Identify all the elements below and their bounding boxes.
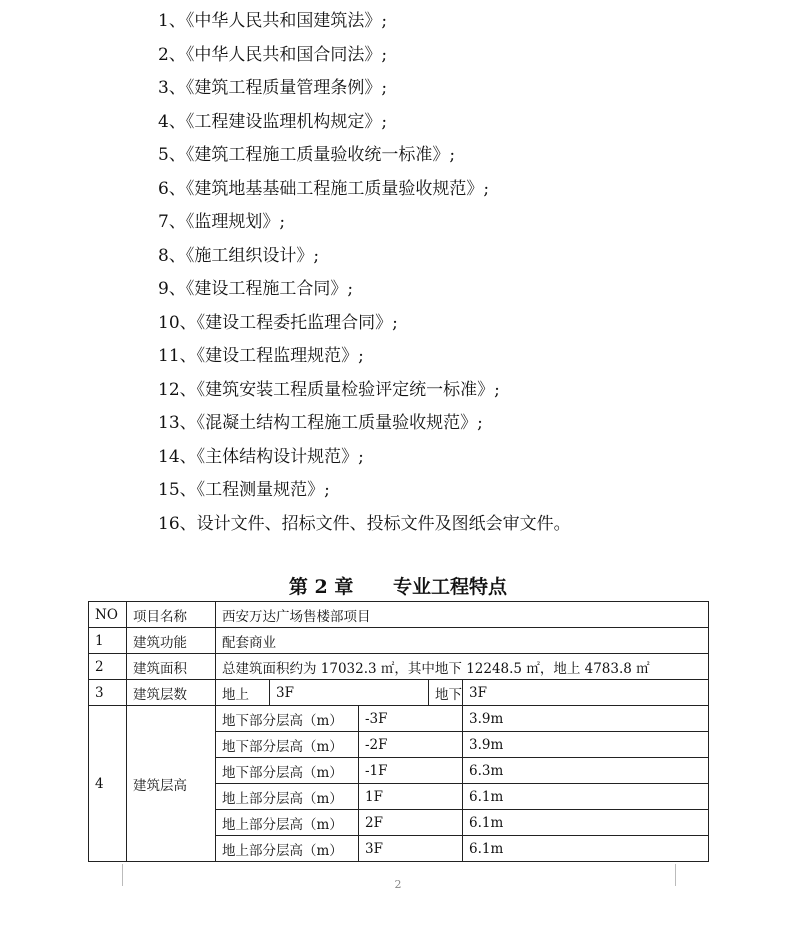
reference-item: 15、《工程测量规范》; [158, 480, 330, 500]
cell-floor-name: 地下部分层高（m） [216, 758, 359, 784]
project-info-table [88, 601, 709, 862]
reference-item: 3、《建筑工程质量管理条例》; [158, 78, 388, 98]
cell-floor-name: 地上部分层高（m） [216, 810, 359, 836]
table-row [89, 680, 709, 706]
cell-floor: 2F [359, 810, 463, 836]
cell-floor-height: 6.3m [463, 758, 709, 784]
reference-list [158, 8, 571, 544]
reference-item: 2、《中华人民共和国合同法》; [158, 44, 388, 65]
reference-item: 8、《施工组织设计》; [158, 245, 320, 266]
cell-no: 1 [89, 628, 127, 654]
cell-floor: 1F [359, 784, 463, 810]
cell-no: 4 [89, 706, 127, 862]
cell-no: 3 [89, 680, 127, 706]
reference-item: 10、《建设工程委托监理合同》; [158, 312, 398, 333]
table-row [89, 654, 709, 680]
cell-no: 2 [89, 654, 127, 680]
cell-value: 总建筑面积约为 17032.3 ㎡，其中地下 12248.5 ㎡，地上 4783.8 ㎡ [216, 654, 709, 680]
cell-above-label: 地上 [216, 680, 270, 706]
cell-label: 建筑层高 [127, 706, 216, 862]
table-row [89, 628, 709, 654]
cell-label: 建筑面积 [127, 654, 216, 680]
cell-project-name: 西安万达广场售楼部项目 [216, 602, 709, 628]
reference-item: 14、《主体结构设计规范》; [158, 446, 364, 467]
cell-label-header: 项目名称 [127, 602, 216, 628]
table-row [89, 602, 709, 628]
cell-value: 配套商业 [216, 628, 709, 654]
cell-floor-height: 3.9m [463, 706, 709, 732]
reference-item: 5、《建筑工程施工质量验收统一标准》; [158, 145, 456, 165]
cell-no-header: NO [89, 602, 127, 628]
cell-floor: -1F [359, 758, 463, 784]
cell-floor-name: 地上部分层高（m） [216, 784, 359, 810]
cell-floor: -3F [359, 706, 463, 732]
cell-floor-height: 6.1m [463, 810, 709, 836]
reference-item: 6、《建筑地基基础工程施工质量验收规范》; [158, 178, 490, 199]
cell-floor-name: 地下部分层高（m） [216, 706, 359, 732]
cell-floor-height: 3.9m [463, 732, 709, 758]
cell-floor: -2F [359, 732, 463, 758]
reference-item: 16、设计文件、招标文件、投标文件及图纸会审文件。 [158, 513, 571, 534]
cell-below-value: 3F [463, 680, 709, 706]
reference-item: 11、《建设工程监理规范》; [158, 346, 364, 366]
cell-label: 建筑层数 [127, 680, 216, 706]
cell-below-label: 地下 [429, 680, 463, 706]
reference-item: 7、《监理规划》; [158, 212, 286, 232]
cell-floor-height: 6.1m [463, 836, 709, 862]
reference-item: 12、《建筑安装工程质量检验评定统一标准》; [158, 379, 500, 400]
page-number: 2 [394, 878, 402, 891]
table-row [89, 706, 709, 732]
cell-floor-name: 地下部分层高（m） [216, 732, 359, 758]
cell-floor-name: 地上部分层高（m） [216, 836, 359, 862]
cell-label: 建筑功能 [127, 628, 216, 654]
reference-item: 9、《建设工程施工合同》; [158, 279, 354, 299]
cell-floor-height: 6.1m [463, 784, 709, 810]
reference-item: 1、《中华人民共和国建筑法》; [158, 11, 388, 31]
cell-floor: 3F [359, 836, 463, 862]
cell-above-value: 3F [270, 680, 429, 706]
chapter-title: 第 2 章 专业工程特点 [288, 576, 508, 598]
reference-item: 13、《混凝土结构工程施工质量验收规范》; [158, 413, 483, 433]
reference-item: 4、《工程建设监理机构规定》; [158, 111, 388, 132]
